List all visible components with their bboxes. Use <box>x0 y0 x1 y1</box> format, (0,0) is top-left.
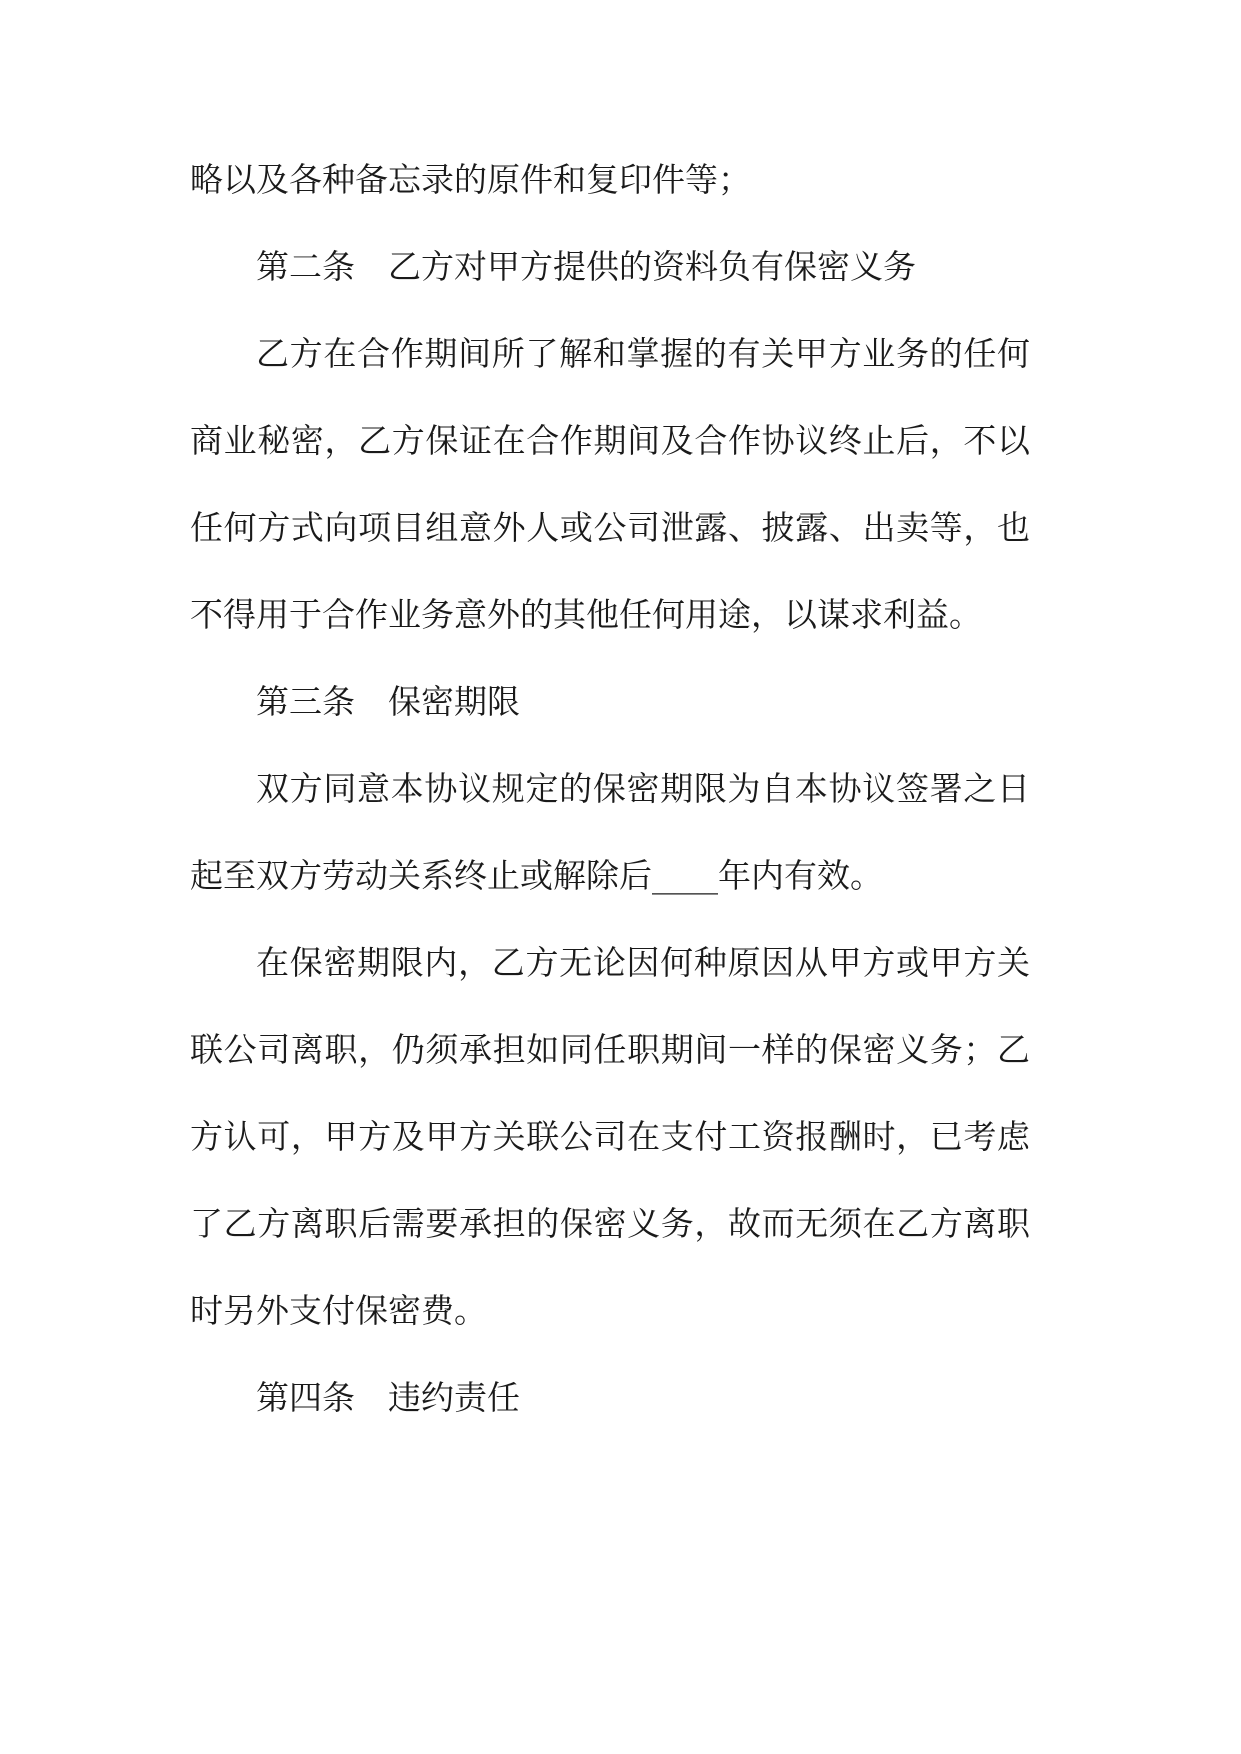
paragraph-line: 在保密期限内，乙方无论因何种原因从甲方或甲方关 <box>256 943 1030 982</box>
article-2-heading: 第二条 乙方对甲方提供的资料负有保密义务 <box>256 247 916 286</box>
article-3-heading: 第三条 保密期限 <box>256 682 520 721</box>
paragraph-line: 商业秘密，乙方保证在合作期间及合作协议终止后，不以 <box>190 421 1030 460</box>
paragraph-line: 乙方在合作期间所了解和掌握的有关甲方业务的任何 <box>256 334 1030 373</box>
paragraph-line-with-blank: 起至双方劳动关系终止或解除后____年内有效。 <box>190 856 883 895</box>
article-4-heading: 第四条 违约责任 <box>256 1378 520 1417</box>
paragraph-line-continuation: 略以及各种备忘录的原件和复印件等； <box>190 160 751 199</box>
paragraph-line: 了乙方离职后需要承担的保密义务，故而无须在乙方离职 <box>190 1204 1030 1243</box>
paragraph-line: 双方同意本协议规定的保密期限为自本协议签署之日 <box>256 769 1030 808</box>
paragraph-line: 任何方式向项目组意外人或公司泄露、披露、出卖等，也 <box>190 508 1030 547</box>
paragraph-line: 方认可，甲方及甲方关联公司在支付工资报酬时，已考虑 <box>190 1117 1030 1156</box>
paragraph-line: 时另外支付保密费。 <box>190 1291 487 1330</box>
paragraph-line: 不得用于合作业务意外的其他任何用途，以谋求利益。 <box>190 595 982 634</box>
paragraph-line: 联公司离职，仍须承担如同任职期间一样的保密义务；乙 <box>190 1030 1030 1069</box>
